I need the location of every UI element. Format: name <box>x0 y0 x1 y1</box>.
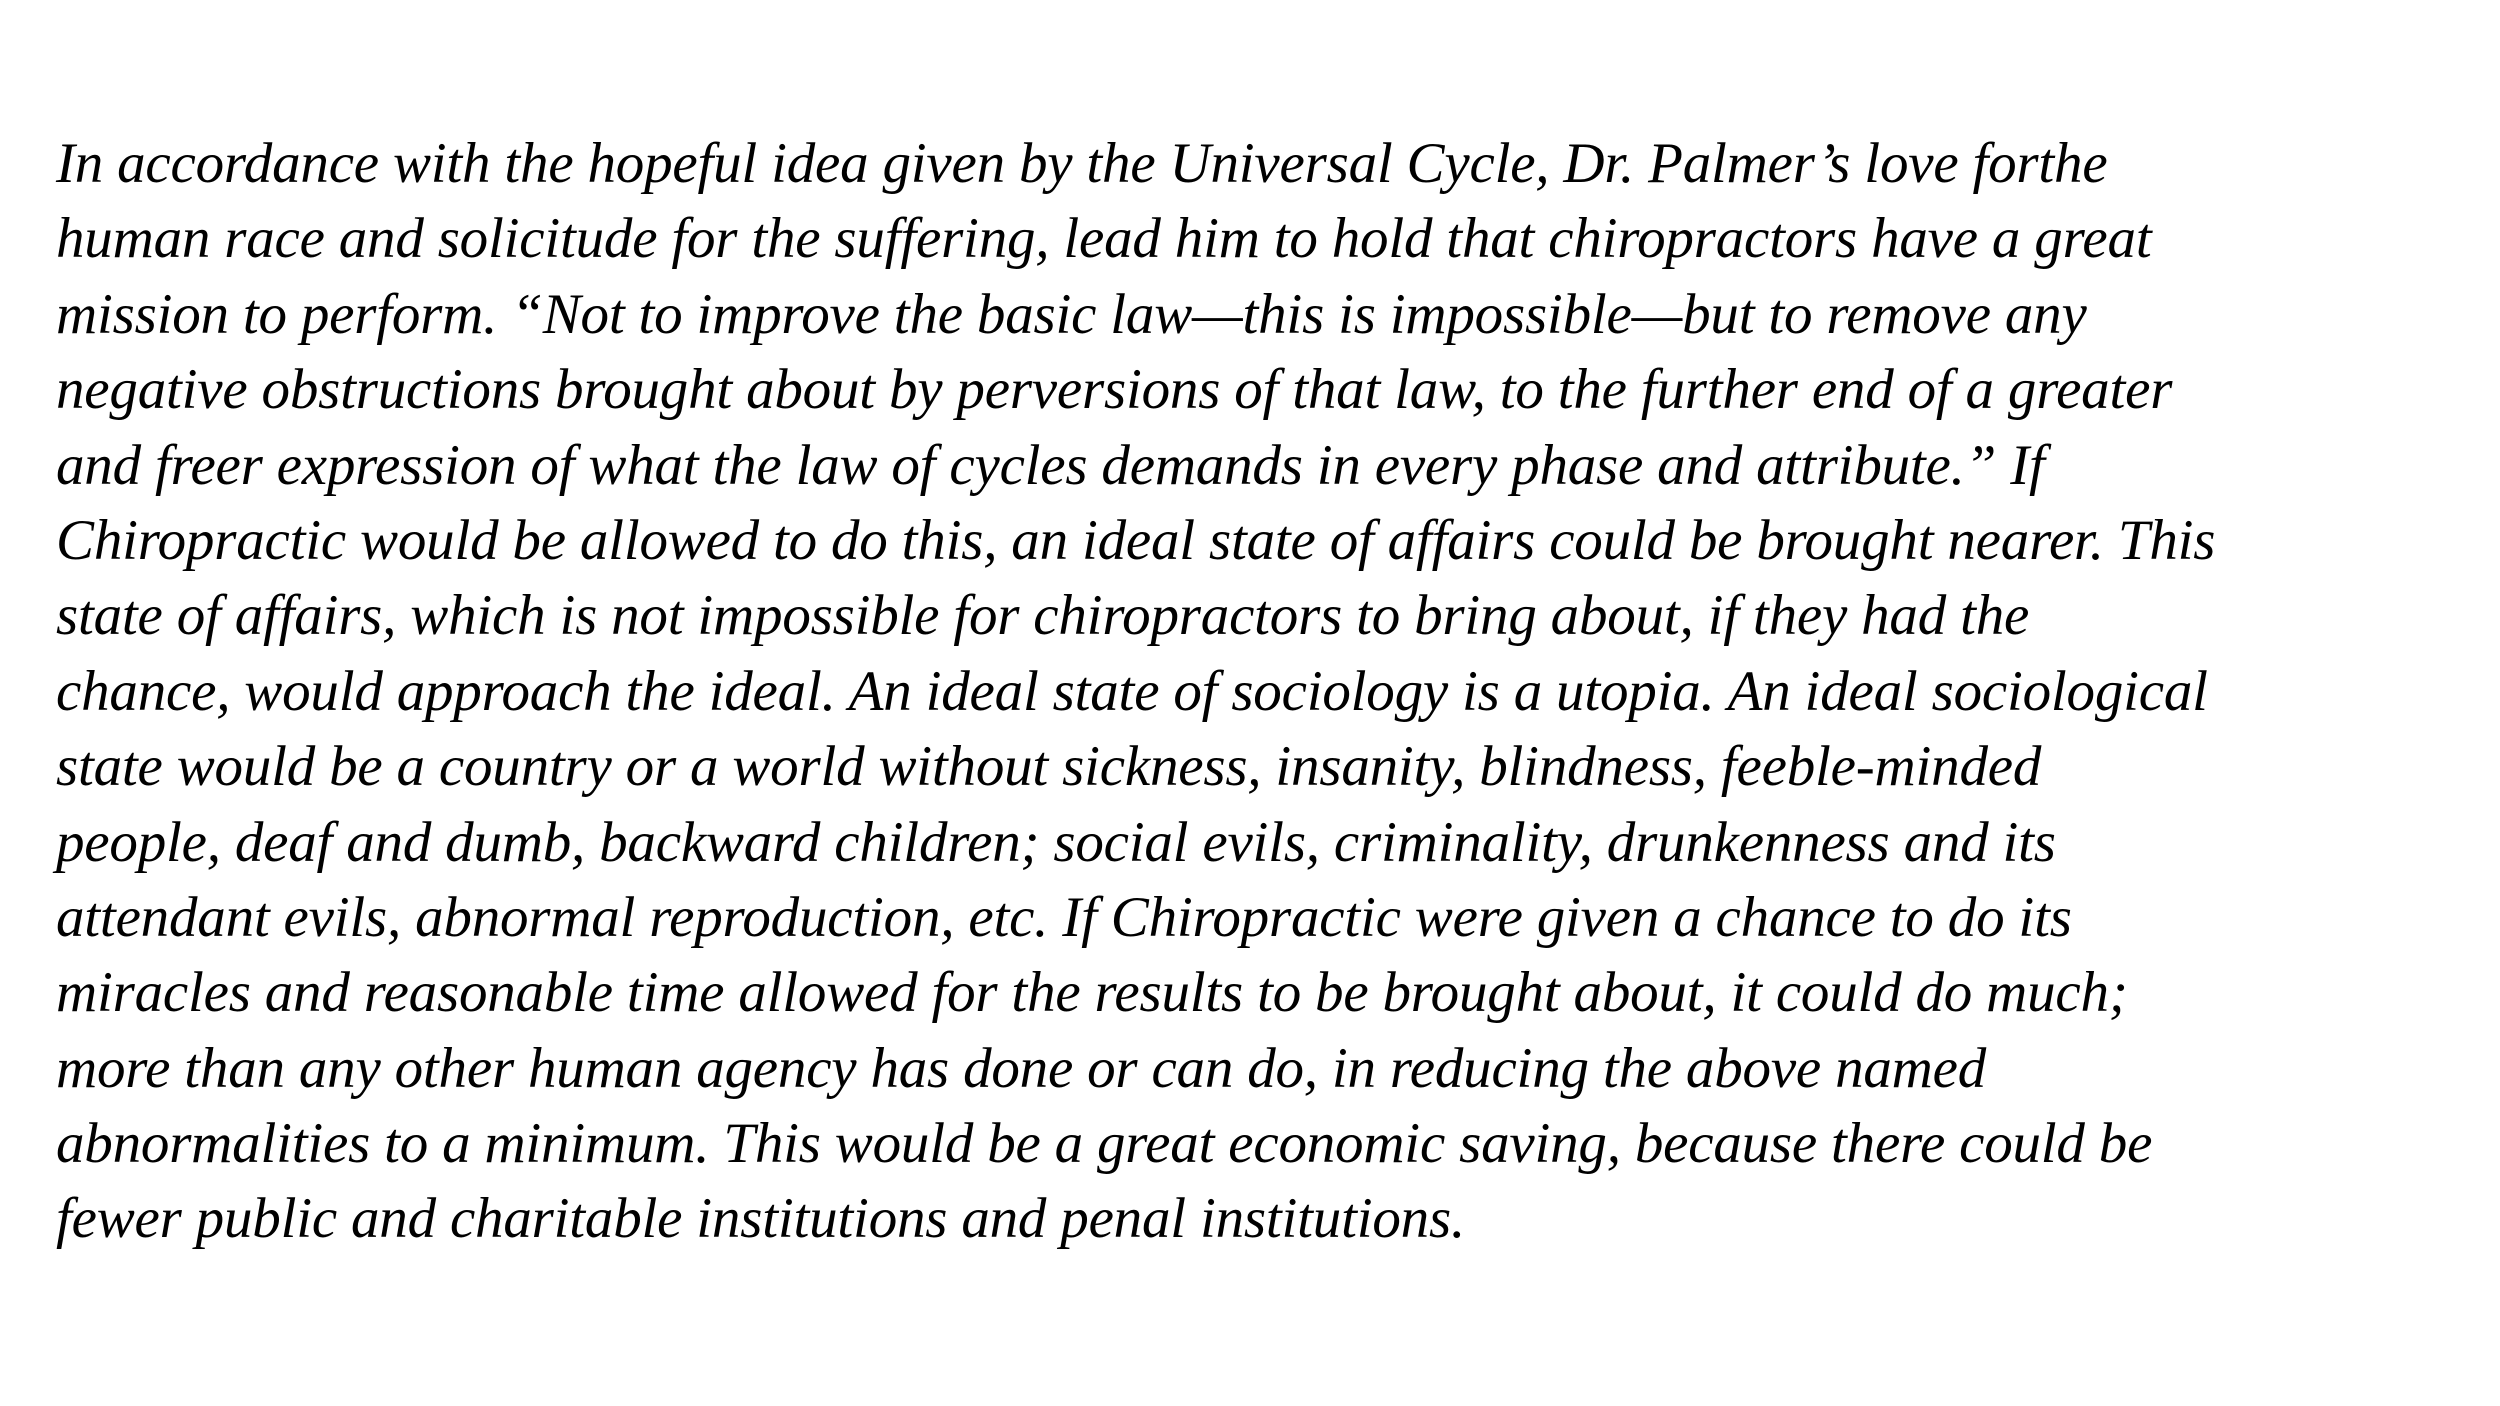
paragraph-line: state of affairs, which is not impossible for chiropractors to bring about, if they had the <box>56 584 2030 648</box>
paragraph-line: fewer public and charitable institutions and penal institutions. <box>56 1187 1465 1251</box>
paragraph-line: In accordance with the hopeful idea given by the Universal Cycle, Dr. Palmer’s love forthe <box>56 132 2108 195</box>
paragraph-line: miracles and reasonable time allowed for the results to be brought about, it could do much; <box>56 961 2128 1025</box>
paragraph-line: more than any other human agency has done or can do, in reducing the above named <box>56 1036 1987 1100</box>
paragraph-line: negative obstructions brought about by perversions of that law, to the further end of a greater <box>56 358 2173 422</box>
paragraph-line: attendant evils, abnormal reproduction, etc. If Chiropractic were given a chance to do its <box>56 885 2072 949</box>
paragraph-line: human race and solicitude for the suffering, lead him to hold that chiropractors have a great <box>56 207 2152 271</box>
paragraph-line: chance, would approach the ideal. An ideal state of sociology is a utopia. An ideal sociological <box>56 659 2208 723</box>
paragraph-line: people, deaf and dumb, backward children; social evils, criminality, drunkenness and its <box>56 810 2056 874</box>
paragraph-line: state would be a country or a world without sickness, insanity, blindness, feeble-minded <box>56 735 2042 799</box>
paragraph-line: and freer expression of what the law of cycles demands in every phase and attribute.” If <box>56 433 2045 497</box>
paragraph <box>56 126 2496 1257</box>
paragraph-line: Chiropractic would be allowed to do this, an ideal state of affairs could be brought nearer. This <box>56 508 2216 572</box>
paragraph-line: abnormalities to a minimum. This would be a great economic saving, because there could be <box>56 1112 2153 1176</box>
paragraph-line: mission to perform. “Not to improve the basic law—this is impossible—but to remove any <box>56 282 2087 346</box>
